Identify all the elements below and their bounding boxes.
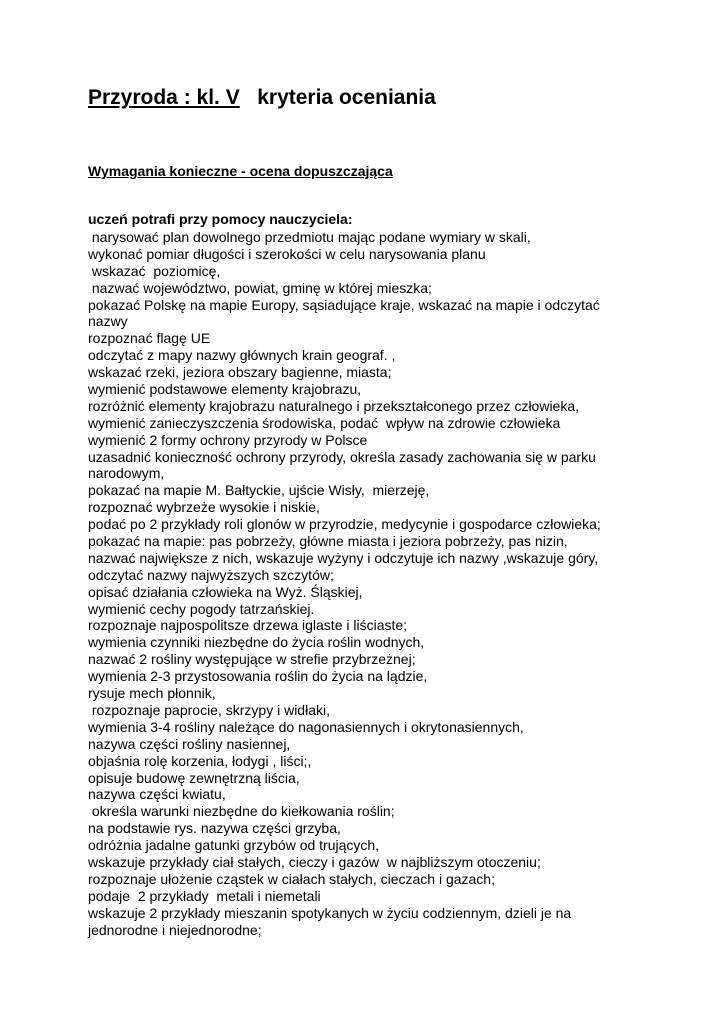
requirement-line: rysuje mech płonnik, bbox=[88, 685, 216, 702]
requirement-line: podaje 2 przykłady metali i niemetali bbox=[88, 887, 321, 904]
title-criteria: kryteria oceniania bbox=[239, 86, 436, 109]
requirement-line: wskazuje 2 przykłady mieszanin spotykanych w życiu codziennym, dzieli je na bbox=[88, 904, 572, 921]
requirement-line: uzasadnić konieczność ochrony przyrody, określa zasady zachowania się w parku bbox=[88, 448, 596, 465]
requirement-line: wymienić zanieczyszczenia środowiska, podać wpływ na zdrowie człowieka bbox=[88, 414, 561, 431]
requirement-line: narysować plan dowolnego przedmiotu mając podane wymiary w skali, bbox=[88, 229, 531, 245]
requirement-line: rozpoznaje ułożenie cząstek w ciałach stałych, cieczach i gazach; bbox=[88, 870, 495, 887]
title-subject: Przyroda : kl. V bbox=[88, 86, 240, 109]
requirement-line: wymienić 2 formy ochrony przyrody w Polsce bbox=[88, 431, 368, 448]
requirement-line: określa warunki niezbędne do kiełkowania roślin; bbox=[88, 803, 395, 820]
requirement-line: podać po 2 przykłady roli glonów w przyrodzie, medycynie i gospodarce człowieka; bbox=[88, 516, 601, 533]
requirement-line: rozpoznać wybrzeże wysokie i niskie, bbox=[88, 499, 320, 516]
requirement-line: nazwać województwo, powiat, gminę w której mieszka; bbox=[88, 279, 432, 296]
requirement-line: rozróżnić elementy krajobrazu naturalnego i przekształconego przez człowieka, bbox=[88, 397, 580, 414]
requirement-line: rozpoznaje paprocie, skrzypy i widłaki, bbox=[88, 701, 330, 718]
requirement-line: wymienia 2-3 przystosowania roślin do życia na lądzie, bbox=[88, 668, 428, 685]
requirement-line: pokazać Polskę na mapie Europy, sąsiadujące kraje, wskazać na mapie i odczytać bbox=[88, 296, 600, 313]
requirement-line: wymienia 3-4 rośliny należące do nagonasiennych i okrytonasiennych, bbox=[88, 718, 524, 735]
requirement-line: wykonać pomiar długości i szerokości w celu narysowania planu bbox=[88, 245, 486, 262]
requirement-line: opisuje budowę zewnętrzną liścia, bbox=[88, 769, 300, 786]
requirement-line: nazywa części rośliny nasiennej, bbox=[88, 735, 291, 752]
requirement-line: jednorodne i niejednorodne; bbox=[88, 921, 262, 938]
requirement-line: odczytać z mapy nazwy głównych krain geograf. , bbox=[88, 347, 396, 364]
requirement-line: wskazuje przykłady ciał stałych, cieczy i gazów w najbliższym otoczeniu; bbox=[88, 853, 541, 870]
requirement-line: odczytać nazwy najwyższych szczytów; bbox=[88, 566, 334, 583]
requirement-line: nazwać największe z nich, wskazuje wyżyny i odczytuje ich nazwy ,wskazuje góry, bbox=[88, 549, 599, 566]
requirement-line: opisać działania człowieka na Wyż. Śląskiej, bbox=[88, 583, 363, 600]
requirement-line: narodowym, bbox=[88, 465, 165, 482]
requirement-line: wskazać poziomicę, bbox=[88, 262, 221, 279]
requirement-line: pokazać na mapie M. Bałtyckie, ujście Wisły, mierzeję, bbox=[88, 482, 430, 499]
requirements-list bbox=[88, 229, 648, 938]
requirement-line: rozpoznać flagę UE bbox=[88, 330, 211, 347]
requirement-line: wymienić cechy pogody tatrzańskiej. bbox=[88, 600, 315, 617]
requirement-line: wskazać rzeki, jeziora obszary bagienne, miasta; bbox=[88, 364, 392, 381]
requirement-line: odróżnia jadalne gatunki grzybów od trujących, bbox=[88, 837, 380, 854]
requirement-line: wymienia czynniki niezbędne do życia roślin wodnych, bbox=[88, 634, 425, 651]
requirement-line: nazwać 2 rośliny występujące w strefie przybrzeżnej; bbox=[88, 651, 416, 668]
requirement-line: wymienić podstawowe elementy krajobrazu, bbox=[88, 381, 362, 398]
section-heading: Wymagania konieczne - ocena dopuszczająca bbox=[88, 163, 393, 179]
intro-line: uczeń potrafi przy pomocy nauczyciela: bbox=[88, 211, 353, 227]
requirement-line: pokazać na mapie: pas pobrzeży, główne miasta i jeziora pobrzeży, pas nizin, bbox=[88, 533, 568, 550]
requirement-line: rozpoznaje najpospolitsze drzewa iglaste i liściaste; bbox=[88, 617, 408, 634]
requirement-line: objaśnia rolę korzenia, łodygi , liści;, bbox=[88, 752, 312, 769]
requirement-line: na podstawie rys. nazywa części grzyba, bbox=[88, 820, 341, 837]
page-title bbox=[88, 84, 436, 112]
requirement-line: nazywa części kwiatu, bbox=[88, 786, 226, 803]
requirement-line: nazwy bbox=[88, 313, 128, 330]
